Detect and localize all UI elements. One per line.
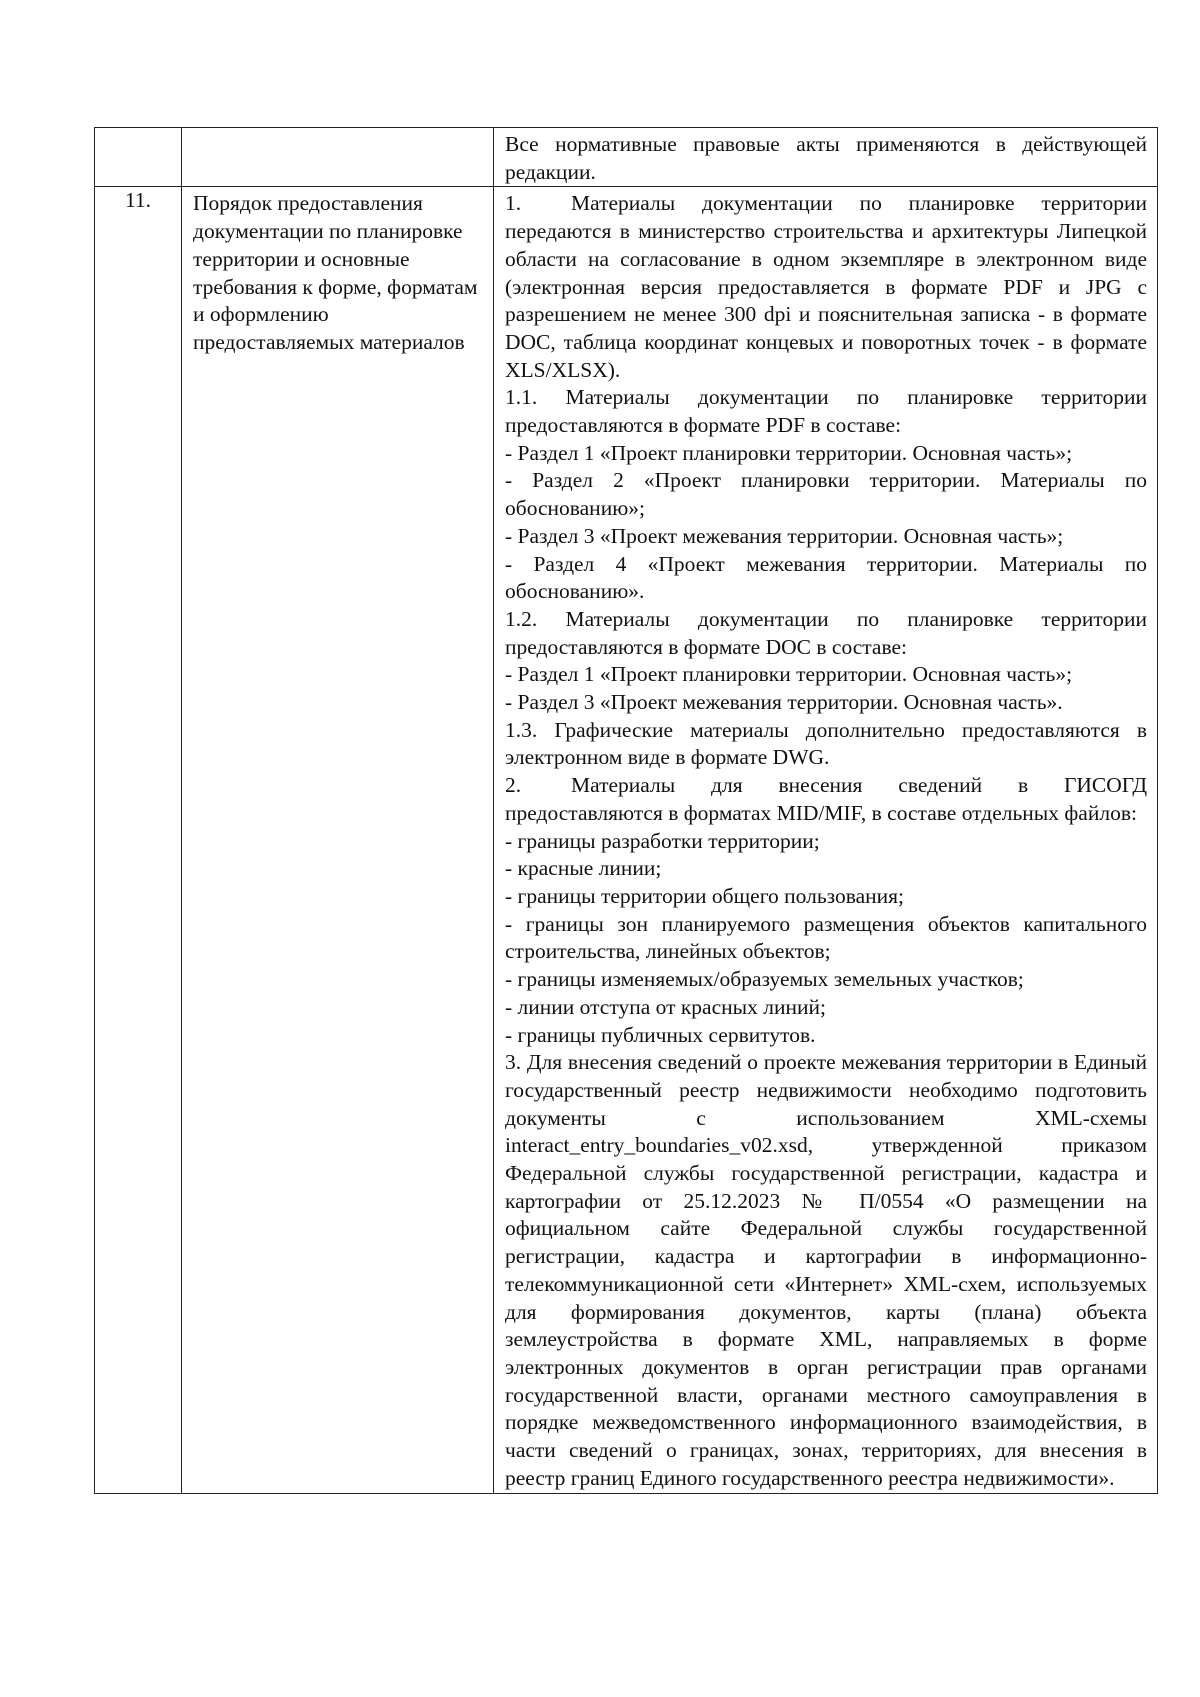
item-text: Материалы документации по планировке территории передаются в министерство строительства и архитектуры Липецкой области на согласование в одном экземпляре в электронном виде (электронная версия предоставляется в формате PDF и JPG с разрешением не менее 300 dpi и пояснительная записка - в формате DOC, таблица координат концевых и поворотных точек - в формате XLS/XLSX).	[505, 191, 1147, 382]
row-description-cell	[494, 187, 1158, 1494]
list-item: - Раздел 4 «Проект межевания территории. Материалы по обоснованию».	[505, 551, 1147, 604]
row-name-cell: Порядок предоставления документации по планировке территории и основные требования к форме, форматам и оформлению предоставляемых материалов	[182, 187, 494, 1494]
row-number-cell	[95, 128, 182, 187]
paragraph-1-2: 1.2. Материалы документации по планировке территории предоставляются в формате DOC в составе:	[505, 606, 1147, 659]
item-text: Материалы для внесения сведений в ГИСОГД предоставляются в форматах MID/MIF, в составе отдельных файлов:	[505, 773, 1147, 825]
list-item: - границы публичных сервитутов.	[505, 1022, 816, 1047]
list-item: - красные линии;	[505, 856, 662, 881]
list-item: - границы территории общего пользования;	[505, 883, 905, 908]
list-item: - Раздел 3 «Проект межевания территории. Основная часть».	[505, 690, 1063, 715]
paragraph: Все нормативные правовые акты применяются в действующей редакции.	[505, 132, 1147, 184]
item-number: 1.	[505, 191, 522, 216]
row-name-cell	[182, 128, 494, 187]
list-item: - Раздел 1 «Проект планировки территории. Основная часть»;	[505, 440, 1073, 465]
paragraph-1	[505, 190, 1147, 384]
paragraph-1-3: 1.3. Графические материалы дополнительно предоставляются в электронном виде в формате DWG.	[505, 717, 1147, 770]
list-item: - Раздел 3 «Проект межевания территории. Основная часть»;	[505, 523, 1064, 548]
list-item: - границы зон планируемого размещения объектов капитального строительства, линейных объектов;	[505, 911, 1147, 964]
paragraph-2	[505, 772, 1147, 827]
list-item: - Раздел 1 «Проект планировки территории. Основная часть»;	[505, 662, 1073, 687]
item-number: 2.	[505, 773, 522, 798]
list-item: - границы разработки территории;	[505, 828, 820, 853]
requirements-table	[94, 127, 1158, 1494]
row-number-cell: 11.	[95, 187, 182, 1494]
table-row	[95, 128, 1158, 187]
list-item: - Раздел 2 «Проект планировки территории. Материалы по обоснованию»;	[505, 468, 1147, 521]
list-item: - линии отступа от красных линий;	[505, 994, 826, 1019]
row-description-cell	[494, 128, 1158, 187]
list-item: - границы изменяемых/образуемых земельных участков;	[505, 967, 1024, 992]
paragraph-1-1: 1.1. Материалы документации по планировке территории предоставляются в формате PDF в составе:	[505, 385, 1147, 438]
paragraph-3: 3. Для внесения сведений о проекте межевания территории в Единый государственный реестр недвижимости необходимо подготовить документы с использованием XML-схемы interact_entry_boundaries_v02.xsd, утвержденной приказом Федеральной службы государственной регистрации, кадастра и картографии от 25.12.2023 № П/0554 «О размещении на официальном сайте Федеральной службы государственной регистрации, кадастра и картографии в информационно-телекоммуникационной сети «Интернет» XML-схем, используемых для формирования документов, карты (плана) объекта землеустройства в формате XML, направляемых в форме электронных документов в орган регистрации прав органами государственной власти, органами местного самоуправления в порядке межведомственного информационного взаимодействия, в части сведений о границах, зонах, территориях, для внесения в реестр границ Единого государственного реестра недвижимости».	[505, 1050, 1147, 1490]
table-row	[95, 187, 1158, 1494]
